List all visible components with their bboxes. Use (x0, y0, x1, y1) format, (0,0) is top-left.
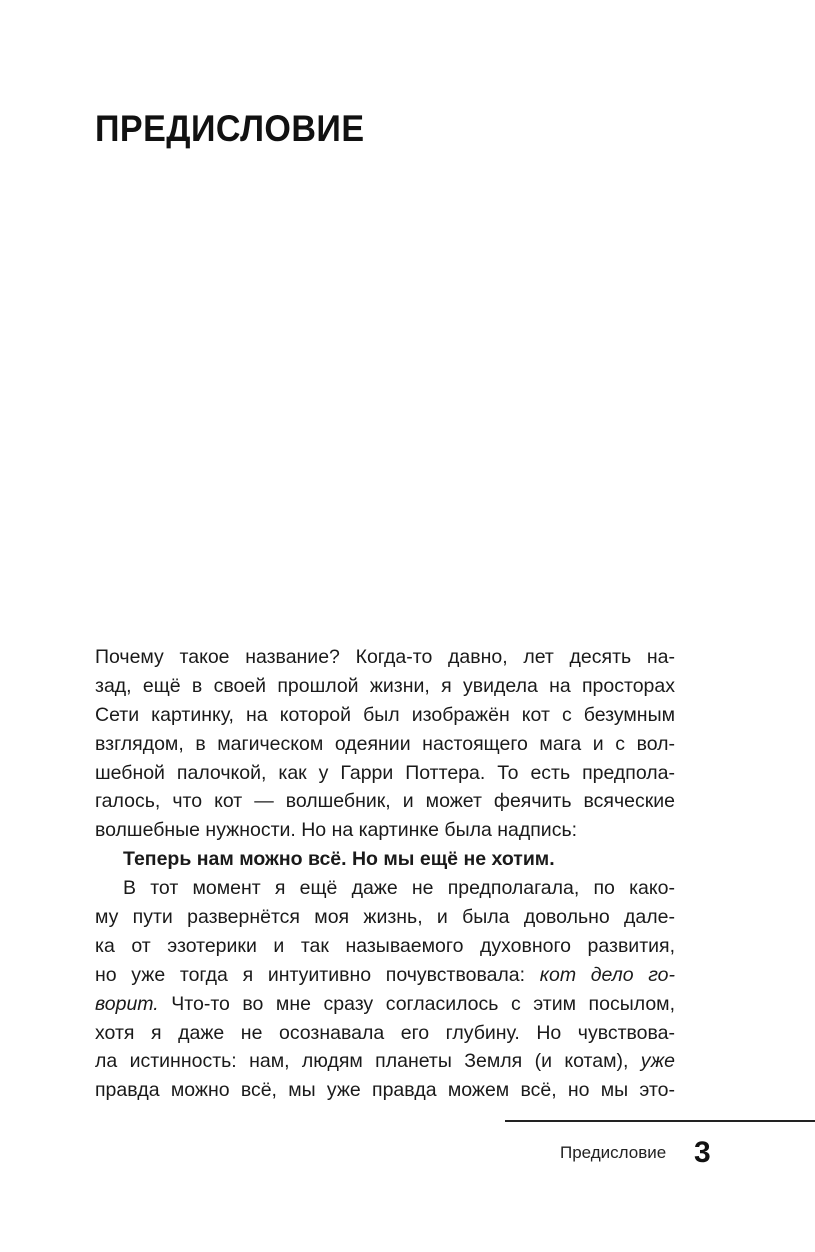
text-line (95, 961, 675, 990)
page-title: ПРЕДИСЛОВИЕ (95, 108, 365, 149)
running-footer-section: Предисловие (560, 1143, 667, 1162)
text-fragment: но уже тогда я интуитивно почувствовала: (95, 963, 540, 986)
text-line: галось, что кот — волшебник, и может феячить всяческие (95, 790, 675, 813)
text-line: зад, ещё в своей прошлой жизни, я увидела на просторах (95, 674, 675, 697)
text-line: Сети картинку, на которой был изображён кот с безумным (95, 703, 675, 726)
italic-fragment: ворит. (95, 992, 159, 1015)
text-line: му пути развернётся моя жизнь, и была довольно дале- (95, 906, 675, 929)
text-line: шебной палочкой, как у Гарри Поттера. То есть предпола- (95, 761, 675, 784)
text-line: Почему такое название? Когда-то давно, лет десять на- (95, 646, 675, 668)
text-line: правда можно всё, мы уже правда можем всё, но мы это- (95, 1079, 675, 1102)
text-fragment: ла истинность: нам, людям планеты Земля (и котам), (95, 1050, 641, 1073)
italic-fragment: кот дело го- (539, 963, 675, 986)
page-number: 3 (694, 1136, 711, 1169)
text-line: взглядом, в магическом одеянии настоящего мага и с вол- (95, 732, 675, 755)
footer-rule (505, 1120, 815, 1122)
text-line (95, 1047, 675, 1076)
italic-fragment: уже (640, 1050, 675, 1073)
text-line: волшебные нужности. Но на картинке была надпись: (95, 819, 578, 842)
text-line: ка от эзотерики и так называемого духовного развития, (95, 934, 675, 957)
text-line (95, 990, 675, 1019)
body-text (95, 643, 675, 1105)
text-line: хотя я даже не осознавала его глубину. Но чувствова- (95, 1021, 675, 1044)
text-line: В тот момент я ещё даже не предполагала, по како- (123, 877, 675, 900)
text-fragment: Что-то во мне сразу согласилось с этим посылом, (158, 992, 675, 1015)
quote-line: Теперь нам можно всё. Но мы ещё не хотим. (123, 848, 555, 871)
